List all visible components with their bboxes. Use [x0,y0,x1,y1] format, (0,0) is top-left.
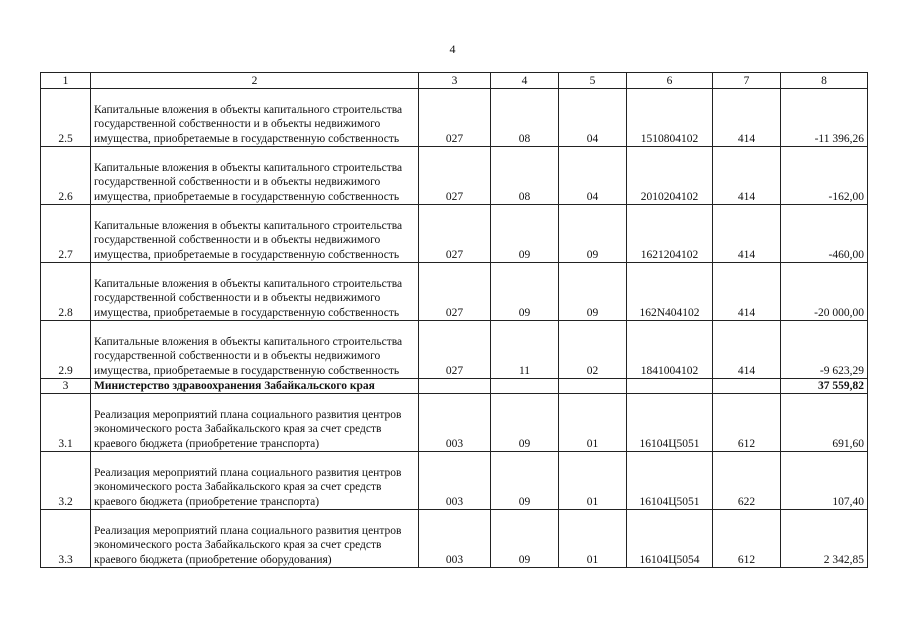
row-col6: 1621204102 [627,205,713,263]
row-col7: 414 [713,205,781,263]
row-sum: -162,00 [781,147,868,205]
row-col7: 414 [713,321,781,379]
row-number: 3.3 [41,510,91,568]
row-col7: 414 [713,263,781,321]
table-row [41,205,868,263]
row-name: Капитальные вложения в объекты капитального строительства государственной собственности и в объекты недвижимого имущества, приобретаемые в государственную собственность [91,89,419,147]
row-col3: 027 [419,263,491,321]
row-col6: 16104Ц5054 [627,510,713,568]
table-row [41,394,868,452]
row-name: Капитальные вложения в объекты капитального строительства государственной собственности и в объекты недвижимого имущества, приобретаемые в государственную собственность [91,321,419,379]
row-sum: -460,00 [781,205,868,263]
row-col5: 02 [559,321,627,379]
row-sum: -11 396,26 [781,89,868,147]
row-col6: 1510804102 [627,89,713,147]
header-cell-6: 6 [627,73,713,89]
row-col3 [419,379,491,394]
row-col4: 08 [491,147,559,205]
table-row [41,321,868,379]
row-col4: 08 [491,89,559,147]
row-col3: 027 [419,321,491,379]
row-col4: 09 [491,452,559,510]
table-row [41,263,868,321]
row-sum: 691,60 [781,394,868,452]
row-col3: 003 [419,510,491,568]
row-col3: 027 [419,147,491,205]
row-col5: 04 [559,89,627,147]
budget-table [40,72,868,568]
row-name: Капитальные вложения в объекты капитального строительства государственной собственности и в объекты недвижимого имущества, приобретаемые в государственную собственность [91,205,419,263]
row-col6: 162N404102 [627,263,713,321]
table-row [41,89,868,147]
row-col6: 16104Ц5051 [627,452,713,510]
row-name: Реализация мероприятий плана социального развития центров экономического роста Забайкальского края за счет средств краевого бюджета (приобретение оборудования) [91,510,419,568]
row-col4: 09 [491,263,559,321]
row-number: 3.2 [41,452,91,510]
row-col4: 09 [491,205,559,263]
section-title: Министерство здравоохранения Забайкальского края [91,379,419,394]
table-row [41,510,868,568]
row-col4: 09 [491,510,559,568]
row-number: 2.9 [41,321,91,379]
header-cell-3: 3 [419,73,491,89]
row-col5: 01 [559,452,627,510]
row-col7: 612 [713,394,781,452]
row-col7 [713,379,781,394]
header-cell-2: 2 [91,73,419,89]
row-sum: 107,40 [781,452,868,510]
row-number: 2.8 [41,263,91,321]
row-number: 3.1 [41,394,91,452]
row-col6: 2010204102 [627,147,713,205]
row-col5: 04 [559,147,627,205]
row-number: 2.5 [41,89,91,147]
row-number: 2.7 [41,205,91,263]
row-name: Капитальные вложения в объекты капитального строительства государственной собственности и в объекты недвижимого имущества, приобретаемые в государственную собственность [91,263,419,321]
row-col5 [559,379,627,394]
header-cell-4: 4 [491,73,559,89]
row-col5: 09 [559,263,627,321]
row-col4 [491,379,559,394]
row-col6: 16104Ц5051 [627,394,713,452]
row-col6: 1841004102 [627,321,713,379]
row-col3: 027 [419,205,491,263]
row-col4: 09 [491,394,559,452]
row-col7: 414 [713,147,781,205]
table-row [41,452,868,510]
header-cell-8: 8 [781,73,868,89]
row-sum: 2 342,85 [781,510,868,568]
header-cell-1: 1 [41,73,91,89]
page-number: 4 [449,42,456,56]
row-col7: 612 [713,510,781,568]
row-col4: 11 [491,321,559,379]
row-sum: -20 000,00 [781,263,868,321]
row-col5: 01 [559,510,627,568]
row-name: Капитальные вложения в объекты капитального строительства государственной собственности и в объекты недвижимого имущества, приобретаемые в государственную собственность [91,147,419,205]
header-cell-7: 7 [713,73,781,89]
row-col3: 003 [419,394,491,452]
row-col7: 622 [713,452,781,510]
table-row [41,147,868,205]
row-col7: 414 [713,89,781,147]
row-col5: 01 [559,394,627,452]
row-number: 2.6 [41,147,91,205]
row-col3: 027 [419,89,491,147]
row-sum: -9 623,29 [781,321,868,379]
section-total: 37 559,82 [781,379,868,394]
table-header-row [41,73,868,89]
row-name: Реализация мероприятий плана социального развития центров экономического роста Забайкальского края за счет средств краевого бюджета (приобретение транспорта) [91,452,419,510]
row-col6 [627,379,713,394]
section-row [41,379,868,394]
row-col5: 09 [559,205,627,263]
header-cell-5: 5 [559,73,627,89]
row-name: Реализация мероприятий плана социального развития центров экономического роста Забайкальского края за счет средств краевого бюджета (приобретение транспорта) [91,394,419,452]
section-number: 3 [41,379,91,394]
row-col3: 003 [419,452,491,510]
